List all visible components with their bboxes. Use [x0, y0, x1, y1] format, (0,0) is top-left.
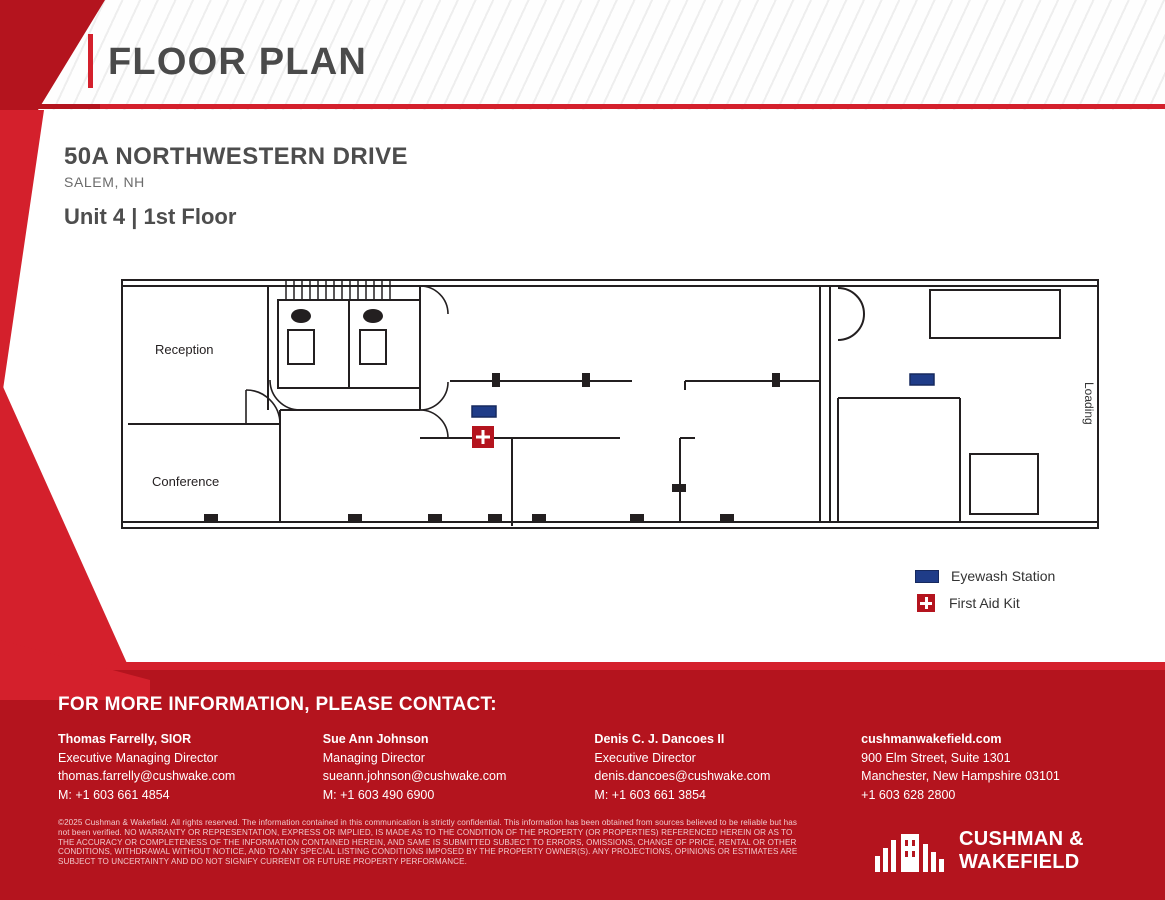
loading-dock-label: Loading	[1082, 382, 1096, 425]
disclaimer-text: ©2025 Cushman & Wakefield. All rights reserved. The information contained in this communication is strictly confidential. This information has been obtained from sources believed to be reliable but has not been verified. NO WARRANTY OR REPRESENTATION, EXPRESS OR IMPLIED, IS MADE AS TO THE CONDITION OF THE PROPERTY (OR PROPERTIES) REFERENCED HEREIN OR AS TO THE ACCURACY OR COMPLETENESS OF THE INFORMATION CONTAINED HEREIN, AND SAME IS SUBMITTED SUBJECT TO ERRORS, OMISSIONS, CHANGE OF PRICE, RENTAL OR OTHER CONDITIONS, WITHDRAWAL WITHOUT NOTICE, AND TO ANY SPECIAL LISTING CONDITIONS IMPOSED BY THE PROPERTY OWNER(S). ANY PROJECTIONS, OPINIONS OR ESTIMATES ARE SUBJECT TO UNCERTAINTY AND DO NOT SIGNIFY CURRENT OR FUTURE PROPERTY PERFORMANCE.	[58, 818, 798, 867]
first-aid-icon	[917, 594, 935, 612]
logo-line-2: WAKEFIELD	[959, 851, 1080, 873]
company-phone[interactable]: +1 603 628 2800	[861, 787, 956, 802]
contact-name: Thomas Farrelly, SIOR	[58, 732, 192, 746]
contact-person	[58, 730, 323, 804]
contact-top-stripe	[0, 662, 1165, 670]
eyewash-marker	[910, 374, 934, 385]
contact-name: Sue Ann Johnson	[322, 732, 429, 746]
contact-title: Managing Director	[322, 750, 425, 765]
header-underline-accent	[0, 104, 100, 109]
contact-phone[interactable]: M: +1 603 661 3854	[594, 787, 706, 802]
company-address-line1: 900 Elm Street, Suite 1301	[861, 750, 1011, 765]
company-website[interactable]: cushmanwakefield.com	[861, 732, 1002, 746]
contact-phone[interactable]: M: +1 603 490 6900	[322, 787, 435, 802]
contact-email[interactable]: denis.dancoes@cushwake.com	[594, 769, 771, 783]
title-accent-bar	[88, 34, 93, 88]
contact-email[interactable]: thomas.farrelly@cushwake.com	[58, 769, 236, 783]
contact-heading: FOR MORE INFORMATION, PLEASE CONTACT:	[58, 694, 497, 715]
eyewash-swatch-icon	[915, 570, 939, 583]
contact-person	[323, 730, 595, 804]
first-aid-marker	[472, 426, 494, 448]
header-underline	[0, 104, 1165, 109]
legend	[915, 565, 1055, 619]
legend-item-label: Eyewash Station	[951, 568, 1056, 584]
floor-plan-drawing	[120, 278, 1100, 533]
contact-name: Denis C. J. Dancoes II	[594, 732, 725, 746]
room-label-reception: Reception	[155, 342, 214, 357]
contact-person	[594, 730, 861, 804]
property-unit: Unit 4 | 1st Floor	[64, 204, 237, 229]
legend-item-label: First Aid Kit	[949, 595, 1020, 611]
page-title: FLOOR PLAN	[108, 41, 367, 83]
logo-wordmark	[959, 828, 1084, 874]
legend-item	[915, 592, 1055, 614]
property-address-block	[64, 143, 408, 230]
property-city-state: SALEM, NH	[64, 174, 145, 190]
contact-email[interactable]: sueann.johnson@cushwake.com	[322, 769, 507, 783]
logo-line-1: CUSHMAN &	[959, 828, 1084, 850]
left-wedge-top	[0, 110, 60, 410]
contact-phone[interactable]: M: +1 603 661 4854	[58, 787, 170, 802]
legend-item	[915, 565, 1055, 587]
room-label-conference: Conference	[152, 474, 220, 489]
property-address: 50A NORTHWESTERN DRIVE	[64, 143, 408, 170]
floor-plan-svg	[120, 278, 1100, 533]
left-wedge-bottom	[0, 380, 130, 670]
contact-title: Executive Director	[594, 750, 696, 765]
contact-columns	[58, 730, 1118, 804]
company-info	[861, 730, 1118, 804]
logo-mark-icon	[875, 826, 947, 872]
company-address-line2: Manchester, New Hampshire 03101	[861, 769, 1060, 783]
eyewash-marker	[472, 406, 496, 417]
contact-title: Executive Managing Director	[58, 750, 218, 765]
cushman-wakefield-logo	[875, 818, 1125, 876]
